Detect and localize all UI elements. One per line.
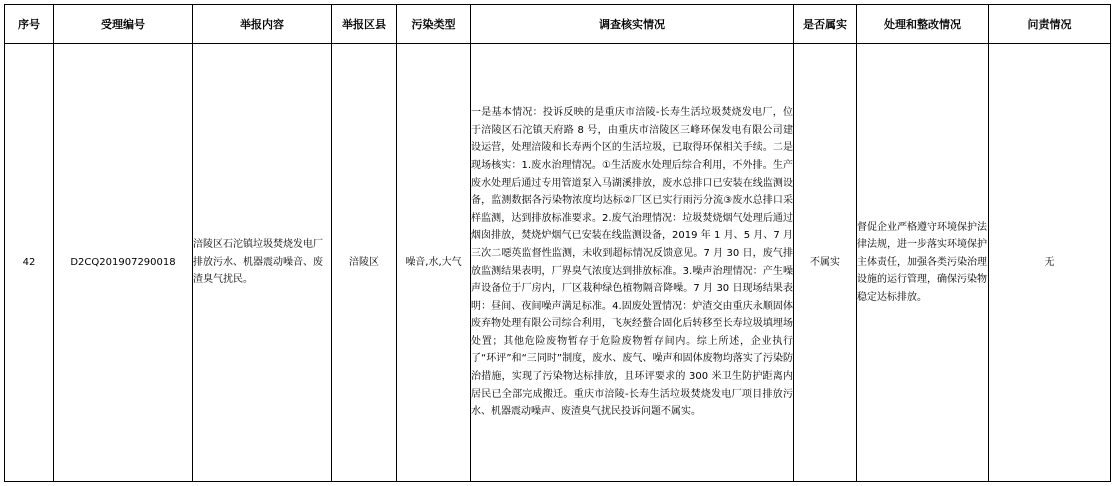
header-pollution-type: 污染类型 bbox=[397, 5, 471, 44]
header-verified: 是否属实 bbox=[794, 5, 857, 44]
header-district: 举报区县 bbox=[332, 5, 397, 44]
header-investigation: 调查核实情况 bbox=[471, 5, 794, 44]
cell-accountability: 无 bbox=[989, 44, 1111, 482]
cell-investigation: 一是基本情况：投诉反映的是重庆市涪陵-长寿生活垃圾焚烧发电厂，位于涪陵区石沱镇天府路 8 号，由重庆市涪陵区三峰环保发电有限公司建设运营，处理涪陵和长寿两个区的生活垃圾，已取得环保相关手续。二是现场核实：1.废水治理情况。①生活废水处理后综合利用，不外排。生产废水处理后通过专用管道泵入马湖溪排放，废水总排口已安装在线监测设备，监测数据各污染物浓度均达标②厂区已实行雨污分流③废水总排口采样监测，达到排放标准要求。2.废气治理情况：垃圾焚烧烟气处理后通过烟囱排放，焚烧炉烟气已安装在线监测设备，2019 年 1 月、5 月、7 月三次二噁英监督性监测，未收到超标情况反馈意见。7 月 30 日，废气排放监测结果表明，厂界臭气浓度达到排放标准。3.噪声治理情况：产生噪声设备位于厂房内，厂区栽种绿色植物隔音降噪。7 月 30 日现场结果表明：昼间、夜间噪声满足标准。4.固废处置情况：炉渣交由重庆永顺固体废弃物处理有限公司综合利用，飞灰经螯合固化后转移至长寿垃圾填埋场处置；其他危险废物暂存于危险废物暂存间内。综上所述，企业执行了“环评”和“三同时”制度，废水、废气、噪声和固体废物均落实了污染防治措施，实现了污染物达标排放，且环评要求的 300 米卫生防护距离内居民已全部完成搬迁。重庆市涪陵-长寿生活垃圾焚烧发电厂项目排放污水、机器震动噪声、废渣臭气扰民投诉问题不属实。 bbox=[471, 44, 794, 482]
header-complaint: 举报内容 bbox=[193, 5, 332, 44]
cell-pollution-type: 噪音,水,大气 bbox=[397, 44, 471, 482]
report-table bbox=[4, 4, 1111, 482]
cell-rectification: 督促企业严格遵守环境保护法律法规，进一步落实环境保护主体责任，加强各类污染治理设施的运行管理，确保污染物稳定达标排放。 bbox=[857, 44, 989, 482]
header-index: 序号 bbox=[5, 5, 54, 44]
header-case-id: 受理编号 bbox=[54, 5, 193, 44]
cell-verified: 不属实 bbox=[794, 44, 857, 482]
cell-index: 42 bbox=[5, 44, 54, 482]
table-row bbox=[5, 44, 1111, 482]
cell-complaint: 涪陵区石沱镇垃圾焚烧发电厂排放污水、机器震动噪音、废渣臭气扰民。 bbox=[193, 44, 332, 482]
header-accountability: 问责情况 bbox=[989, 5, 1111, 44]
cell-district: 涪陵区 bbox=[332, 44, 397, 482]
cell-case-id: D2CQ201907290018 bbox=[54, 44, 193, 482]
header-row bbox=[5, 5, 1111, 44]
header-rectification: 处理和整改情况 bbox=[857, 5, 989, 44]
